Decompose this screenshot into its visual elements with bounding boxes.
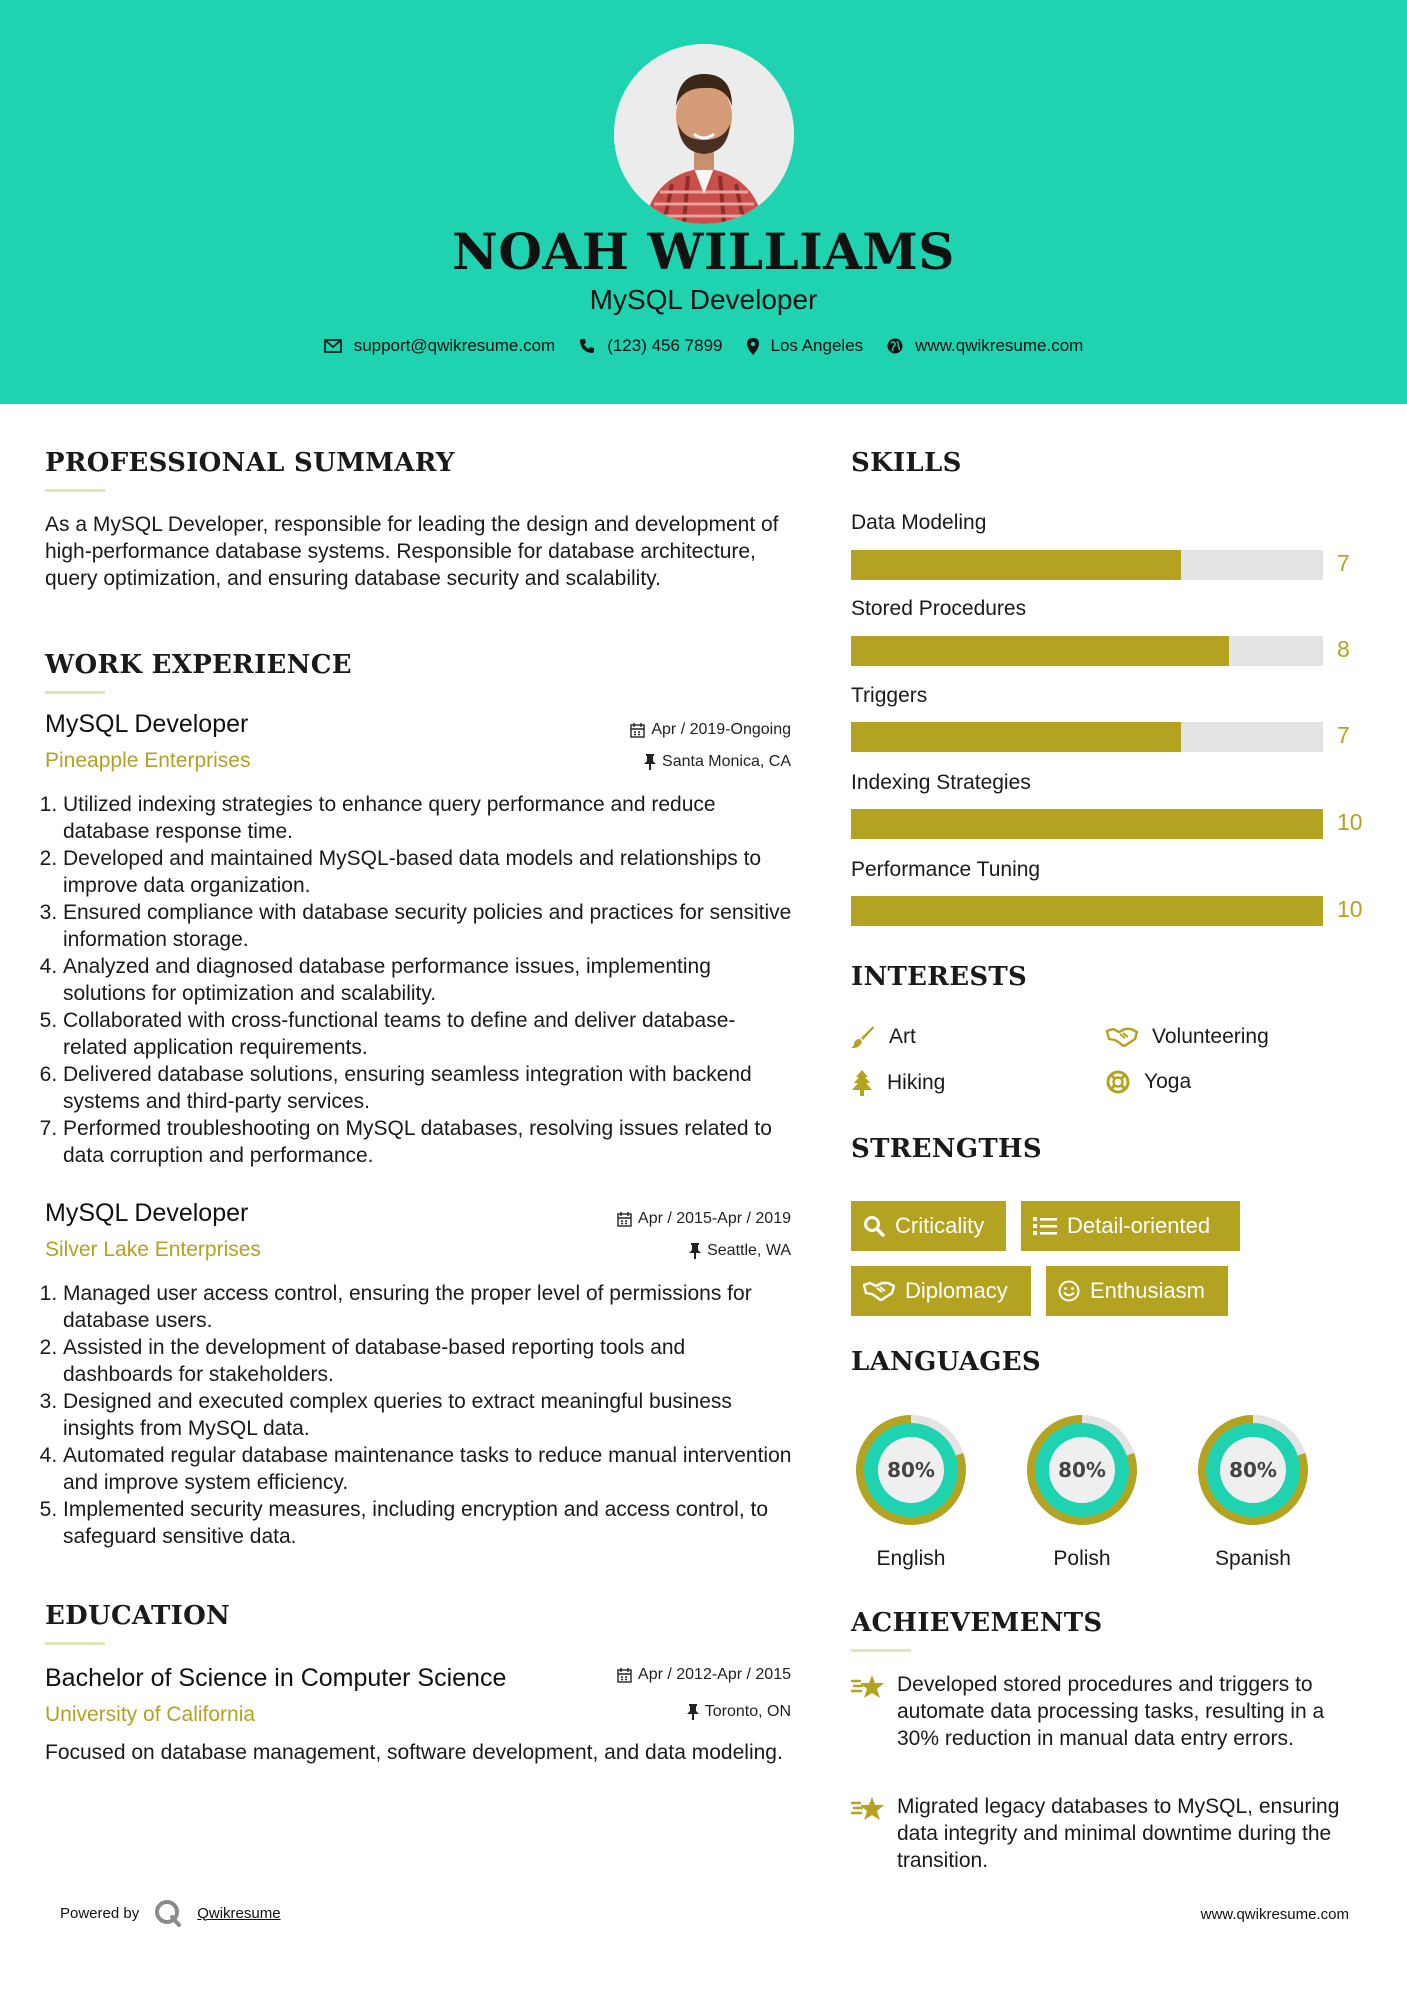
language-percent: 80% xyxy=(887,1458,935,1482)
skill-bar xyxy=(851,722,1323,752)
job-2-bullet: 3. Designed and executed complex queries to extract meaningful business insights from MySQL data. xyxy=(63,1388,795,1442)
strength-label: Detail-oriented xyxy=(1067,1213,1211,1238)
strength-chip-detail-oriented xyxy=(1021,1201,1240,1251)
interest-art xyxy=(851,1025,916,1049)
job-2-location xyxy=(450,1242,791,1260)
achievement-item xyxy=(851,1793,1371,1874)
language-label: Spanish xyxy=(1215,1547,1291,1570)
job-1-location-text: Santa Monica, CA xyxy=(662,753,791,770)
language-ring xyxy=(1192,1409,1314,1531)
strengths-heading: STRENGTHS xyxy=(851,1134,1042,1164)
brand-link[interactable]: Qwikresume xyxy=(197,1904,281,1922)
education-divider xyxy=(45,1642,105,1645)
skill-bar xyxy=(851,636,1323,666)
job-2-company: Silver Lake Enterprises xyxy=(45,1238,261,1261)
job-1-bullet: 4. Analyzed and diagnosed database performance issues, implementing solutions for optimization and scalability. xyxy=(63,953,795,1007)
pushpin-icon xyxy=(689,1243,701,1259)
contact-website[interactable] xyxy=(887,336,1083,356)
job-1-company: Pineapple Enterprises xyxy=(45,749,251,772)
job-1-bullet: 6. Delivered database solutions, ensuring seamless integration with backend systems and third-party services. xyxy=(63,1061,795,1115)
education-date-text: Apr / 2012-Apr / 2015 xyxy=(638,1666,791,1683)
website-text: www.qwikresume.com xyxy=(915,336,1084,355)
calendar-icon xyxy=(630,723,645,738)
job-1-bullet: 1. Utilized indexing strategies to enhance query performance and reduce database response time. xyxy=(63,791,795,845)
strength-chip-enthusiasm xyxy=(1046,1266,1228,1316)
job-2-bullet: 2. Assisted in the development of database-based reporting tools and dashboards for stakeholders. xyxy=(63,1334,795,1388)
education-location-text: Toronto, ON xyxy=(704,1703,791,1720)
powered-by-text: Powered by xyxy=(60,1904,140,1922)
skill-value: 7 xyxy=(1337,722,1350,748)
paintbrush-icon xyxy=(851,1025,875,1049)
job-1-bullet: 3. Ensured compliance with database security policies and practices for sensitive information storage. xyxy=(63,899,795,953)
strength-label: Criticality xyxy=(895,1213,985,1238)
interest-label: Hiking xyxy=(887,1071,946,1094)
shooting-star-icon xyxy=(851,1795,885,1823)
strength-chip-criticality xyxy=(851,1201,1006,1251)
skill-label: Triggers xyxy=(851,684,928,707)
language-english xyxy=(850,1409,972,1570)
skill-bar-fill xyxy=(851,896,1323,926)
smile-icon xyxy=(1058,1280,1080,1302)
achievement-text: Migrated legacy databases to MySQL, ensuring data integrity and minimal downtime during the transition. xyxy=(897,1795,1340,1872)
experience-divider xyxy=(45,691,105,694)
skill-bar-fill xyxy=(851,550,1181,580)
summary-heading: PROFESSIONAL SUMMARY xyxy=(45,448,455,478)
school-name: University of California xyxy=(45,1703,256,1726)
job-1-bullets xyxy=(45,791,795,1169)
skill-label: Stored Procedures xyxy=(851,597,1027,620)
calendar-icon xyxy=(617,1668,632,1683)
skill-label: Data Modeling xyxy=(851,511,987,534)
skill-value: 10 xyxy=(1337,809,1363,835)
contact-phone[interactable] xyxy=(579,336,722,356)
job-2-bullet: 4. Automated regular database maintenance tasks to reduce manual intervention and improve system efficiency. xyxy=(63,1442,795,1496)
education-location xyxy=(450,1703,791,1721)
language-ring xyxy=(850,1409,972,1531)
interest-label: Art xyxy=(889,1025,916,1048)
job-1-bullet: 5. Collaborated with cross-functional teams to define and deliver database-related application requirements. xyxy=(63,1007,795,1061)
contact-bar xyxy=(0,336,1407,356)
globe-icon xyxy=(887,338,903,354)
interest-volunteering xyxy=(1106,1025,1269,1049)
contact-email[interactable] xyxy=(324,336,556,356)
location-text: Los Angeles xyxy=(770,336,864,355)
skill-value: 10 xyxy=(1337,896,1363,922)
phone-icon xyxy=(579,338,595,354)
shooting-star-icon xyxy=(851,1673,885,1701)
job-2-bullet: 1. Managed user access control, ensuring the proper level of permissions for database users. xyxy=(63,1280,795,1334)
skill-bar xyxy=(851,550,1323,580)
skills-heading: SKILLS xyxy=(851,448,962,478)
footer-powered-by xyxy=(60,1898,281,1928)
skill-label: Performance Tuning xyxy=(851,858,1041,881)
job-1-title: MySQL Developer xyxy=(45,710,249,738)
interest-label: Yoga xyxy=(1144,1070,1192,1093)
job-1-location xyxy=(450,753,791,771)
map-marker-icon xyxy=(747,338,759,355)
phone-text: (123) 456 7899 xyxy=(607,336,723,355)
tree-icon xyxy=(851,1070,873,1096)
job-2-location-text: Seattle, WA xyxy=(707,1242,791,1259)
qwikresume-logo-icon xyxy=(153,1898,183,1928)
education-heading: EDUCATION xyxy=(45,1601,231,1631)
list-icon xyxy=(1033,1216,1057,1236)
job-1-date xyxy=(450,721,791,739)
pushpin-icon xyxy=(644,754,656,770)
skill-bar xyxy=(851,896,1323,926)
language-label: Polish xyxy=(1053,1547,1111,1570)
handshake-icon xyxy=(863,1280,895,1302)
skill-label: Indexing Strategies xyxy=(851,771,1031,794)
job-1-bullet: 7. Performed troubleshooting on MySQL databases, resolving issues related to data corruption and performance. xyxy=(63,1115,795,1169)
skill-value: 7 xyxy=(1337,550,1350,576)
job-1-date-text: Apr / 2019-Ongoing xyxy=(651,721,791,738)
resume-header xyxy=(0,0,1407,404)
strength-label: Enthusiasm xyxy=(1090,1278,1205,1303)
handshake-icon xyxy=(1106,1026,1138,1048)
achievement-text: Developed stored procedures and triggers to automate data processing tasks, resulting in a 30% reduction in manual data entry errors. xyxy=(897,1673,1325,1750)
language-percent: 80% xyxy=(1229,1458,1277,1482)
summary-divider xyxy=(45,489,105,492)
job-2-title: MySQL Developer xyxy=(45,1199,249,1227)
achievements-divider xyxy=(851,1649,911,1652)
skill-value: 8 xyxy=(1337,636,1350,662)
lifebuoy-icon xyxy=(1106,1070,1130,1094)
profile-photo xyxy=(614,44,794,224)
skill-bar-fill xyxy=(851,722,1181,752)
strength-label: Diplomacy xyxy=(905,1278,1008,1303)
strength-chip-diplomacy xyxy=(851,1266,1031,1316)
language-spanish xyxy=(1192,1409,1314,1570)
degree-title: Bachelor of Science in Computer Science xyxy=(45,1664,507,1692)
interest-label: Volunteering xyxy=(1152,1025,1269,1048)
envelope-icon xyxy=(324,339,342,353)
achievement-item xyxy=(851,1671,1371,1752)
pushpin-icon xyxy=(687,1704,699,1720)
interest-yoga xyxy=(1106,1070,1191,1094)
interests-heading: INTERESTS xyxy=(851,962,1028,992)
candidate-name: NOAH WILLIAMS xyxy=(452,222,955,281)
contact-location xyxy=(747,336,864,356)
search-icon xyxy=(863,1215,885,1237)
education-text: Focused on database management, software development, and data modeling. xyxy=(45,1741,783,1764)
language-percent: 80% xyxy=(1058,1458,1106,1482)
experience-heading: WORK EXPERIENCE xyxy=(45,650,352,680)
languages-heading: LANGUAGES xyxy=(851,1347,1041,1377)
language-label: English xyxy=(876,1547,946,1570)
job-2-date-text: Apr / 2015-Apr / 2019 xyxy=(638,1210,791,1227)
summary-text: As a MySQL Developer, responsible for leading the design and development of high-performance database systems. Responsible for database architecture, query optimization, and ensuring database security and scalability. xyxy=(45,513,779,590)
job-1-bullet: 2. Developed and maintained MySQL-based data models and relationships to improve data organization. xyxy=(63,845,795,899)
email-text: support@qwikresume.com xyxy=(353,336,556,355)
candidate-role: MySQL Developer xyxy=(589,284,818,315)
education-date xyxy=(450,1666,791,1684)
interest-hiking xyxy=(851,1070,945,1096)
achievements-heading: ACHIEVEMENTS xyxy=(851,1608,1103,1638)
skill-bar-fill xyxy=(851,809,1323,839)
skill-bar-fill xyxy=(851,636,1229,666)
language-polish xyxy=(1021,1409,1143,1570)
skill-bar xyxy=(851,809,1323,839)
language-ring xyxy=(1021,1409,1143,1531)
job-2-bullets xyxy=(45,1280,795,1550)
job-2-date xyxy=(450,1210,791,1228)
footer-website[interactable]: www.qwikresume.com xyxy=(1200,1906,1349,1923)
job-2-bullet: 5. Implemented security measures, including encryption and access control, to safeguard sensitive data. xyxy=(63,1496,795,1550)
calendar-icon xyxy=(617,1212,632,1227)
